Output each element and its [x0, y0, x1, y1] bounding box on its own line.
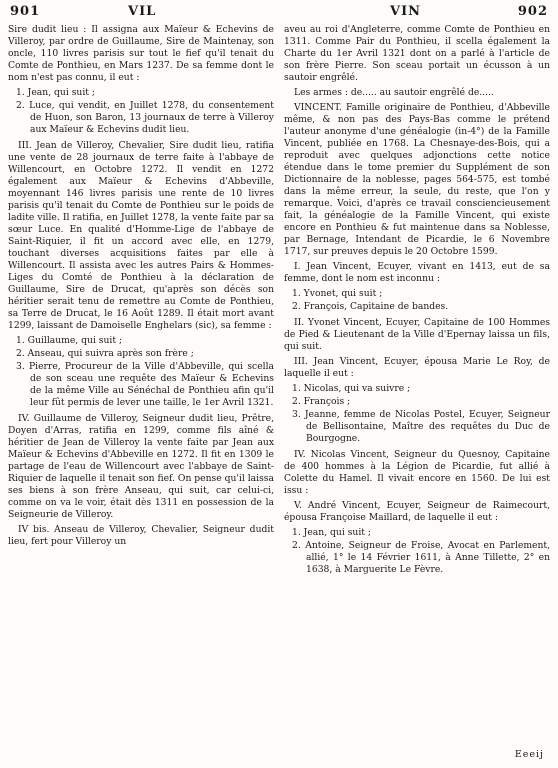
list-item: 1. Jean, qui suit ; [292, 527, 371, 538]
list-item: 2. François ; [292, 396, 351, 407]
left-column [8, 24, 274, 551]
paragraph: aveu au roi d'Angleterre, comme Comte de Ponthieu en 1311. Comme Pair du Ponthieu, il scella également la Charte du 1er Avril 1321 dont on a parlé à l'article de son frère Pierre. Son sceau portait un écusson à un sautoir engrêlé. [284, 24, 550, 83]
list [16, 87, 274, 136]
paragraph: III. Jean de Villeroy, Chevalier, Sire dudit lieu, ratifia une vente de 28 journaux de terre faite à l'abbaye de Willencourt, en Octobre 1272. Il vendit en 1272 également aux Maïeur & Echevins d'Abbeville, moyennant 146 livres parisis une rente de 10 livres parisis qu'il tenait du Comte de Ponthieu sur le poids de ladite ville. Il ratifia, en Juillet 1278, la vente faite par sa sœur Luce. En qualité d'Homme-Lige de l'abbaye de Saint-Riquier, il fit un accord avec elle, en 1279, touchant diverses acquisitions faites par elle à Willencourt. Il assista avec les autres Pairs & Hommes-Liges du Comté de Ponthieu à la déclaration de Guillaume, Sire de Drucat, qu'après son décès son héritier serait tenu de remettre au Comte de Ponthieu, sa Terre de Drucat, le 16 Août 1289. Il était mort avant 1299, laissant de Damoiselle Enghelars (sic), sa femme : [8, 140, 274, 331]
list [292, 383, 550, 445]
running-title-right: VIN [390, 4, 422, 19]
list-item: 2. Anseau, qui suivra après son frère ; [16, 348, 194, 359]
paragraph: V. André Vincent, Ecuyer, Seigneur de Raimecourt, épousa Françoise Maillard, de laquelle il eut : [284, 500, 550, 523]
list [292, 288, 550, 313]
list-item: 1. Yvonet, qui suit ; [292, 288, 383, 299]
list-item: 1. Guillaume, qui suit ; [16, 335, 123, 346]
paragraph: Les armes : de..... au sautoir engrêlé de..... [294, 87, 494, 98]
page-number-left: 901 [10, 4, 41, 19]
list-item: 1. Nicolas, qui va suivre ; [292, 383, 411, 394]
paragraph: IV. Guillaume de Villeroy, Seigneur dudit lieu, Prêtre, Doyen d'Arras, ratifia en 1299, comme fils aîné & héritier de Jean de Villeroy la vente faite par Jean aux Maïeur & Echevins d'Abbeville en 1272. Il fit en 1309 le partage de l'eau de Willencourt avec l'abbaye de Saint-Riquier de laquelle il tenait son fief. On pense qu'il laissa ses biens à son frère Anseau, qui suit, car celui-ci, comme on va le voir, était dès 1311 en possession de la Seigneurie de Villeroy. [8, 413, 274, 520]
list-item: 1. Jean, qui suit ; [16, 87, 95, 98]
paragraph: IV bis. Anseau de Villeroy, Chevalier, Seigneur dudit lieu, fert pour Villeroy un [8, 524, 274, 547]
list-item: 2. Antoine, Seigneur de Froise, Avocat en Parlement, allié, 1° le 14 Février 1611, à Anne Tillette, 2° en 1638, à Marguerite Le Fèvre. [292, 540, 550, 575]
right-column [284, 24, 550, 580]
list-item: 2. François, Capitaine de bandes. [292, 301, 449, 312]
page-number-right: 902 [517, 4, 548, 19]
paragraph: II. Yvonet Vincent, Ecuyer, Capitaine de 100 Hommes de Pied & Lieutenant de la Ville d'Epernay laissa un fils, qui suit. [284, 317, 550, 352]
paragraph: I. Jean Vincent, Ecuyer, vivant en 1413, eut de sa femme, dont le nom est inconnu : [284, 261, 550, 284]
list-item: 3. Jeanne, femme de Nicolas Postel, Ecuyer, Seigneur de Bellisontaine, Maître des requêtes du Duc de Bourgogne. [292, 409, 550, 444]
list-item: 2. Luce, qui vendit, en Juillet 1278, du consentement de Huon, son Baron, 13 journaux de terre à Villeroy aux Maïeur & Echevins dudit lieu. [16, 100, 274, 135]
running-title-left: VIL [128, 4, 157, 19]
signature-mark: Eeeij [514, 749, 544, 760]
list [16, 335, 274, 409]
list-item: 3. Pierre, Procureur de la Ville d'Abbeville, qui scella de son sceau une requête des Maïeur & Echevins de la même Ville au Sénéchal de Ponthieu afin qu'il leur fût permis de lever une taille, le 1er Avril 1321. [16, 361, 274, 408]
paragraph: Sire dudit lieu : Il assigna aux Maïeur & Echevins de Villeroy, par ordre de Guillaume, Sire de Maintenay, son oncle, 110 livres parisis sur tout le fief qu'il tenait du Comte de Ponthieu, en Mars 1237. De sa femme dont le nom n'est pas connu, il eut : [8, 24, 274, 83]
paragraph: III. Jean Vincent, Ecuyer, épousa Marie Le Roy, de laquelle il eut : [284, 356, 550, 379]
paragraph: IV. Nicolas Vincent, Seigneur du Quesnoy, Capitaine de 400 hommes à la Légion de Picardie, fut allié à Colette du Hamel. Il vivait encore en 1560. De lui est issu : [284, 449, 550, 496]
paragraph: VINCENT. Famille originaire de Ponthieu, d'Abbeville même, & non pas des Pays-Bas comme le prétend l'auteur anonyme d'une généalogie (in-4°) de la Famille Vincent, publiée en 1768. La Chesnaye-des-Bois, qui a reproduit avec quelques adjonctions cette notice étendue dans le tome premier du Supplément de son Dictionnaire de la noblesse, pages 564-575, est tombé dans la même erreur, la seule, du reste, que l'on y remarque. Voici, d'après ce travail consciencieusement fait, la généalogie de la Famille Vincent, qui existe encore en Ponthieu & fut maintenue dans sa Noblesse, par Bernage, Intendant de Picardie, le 6 Novembre 1717, sur preuves depuis le 20 Octobre 1599. [284, 102, 550, 257]
list [292, 527, 550, 576]
